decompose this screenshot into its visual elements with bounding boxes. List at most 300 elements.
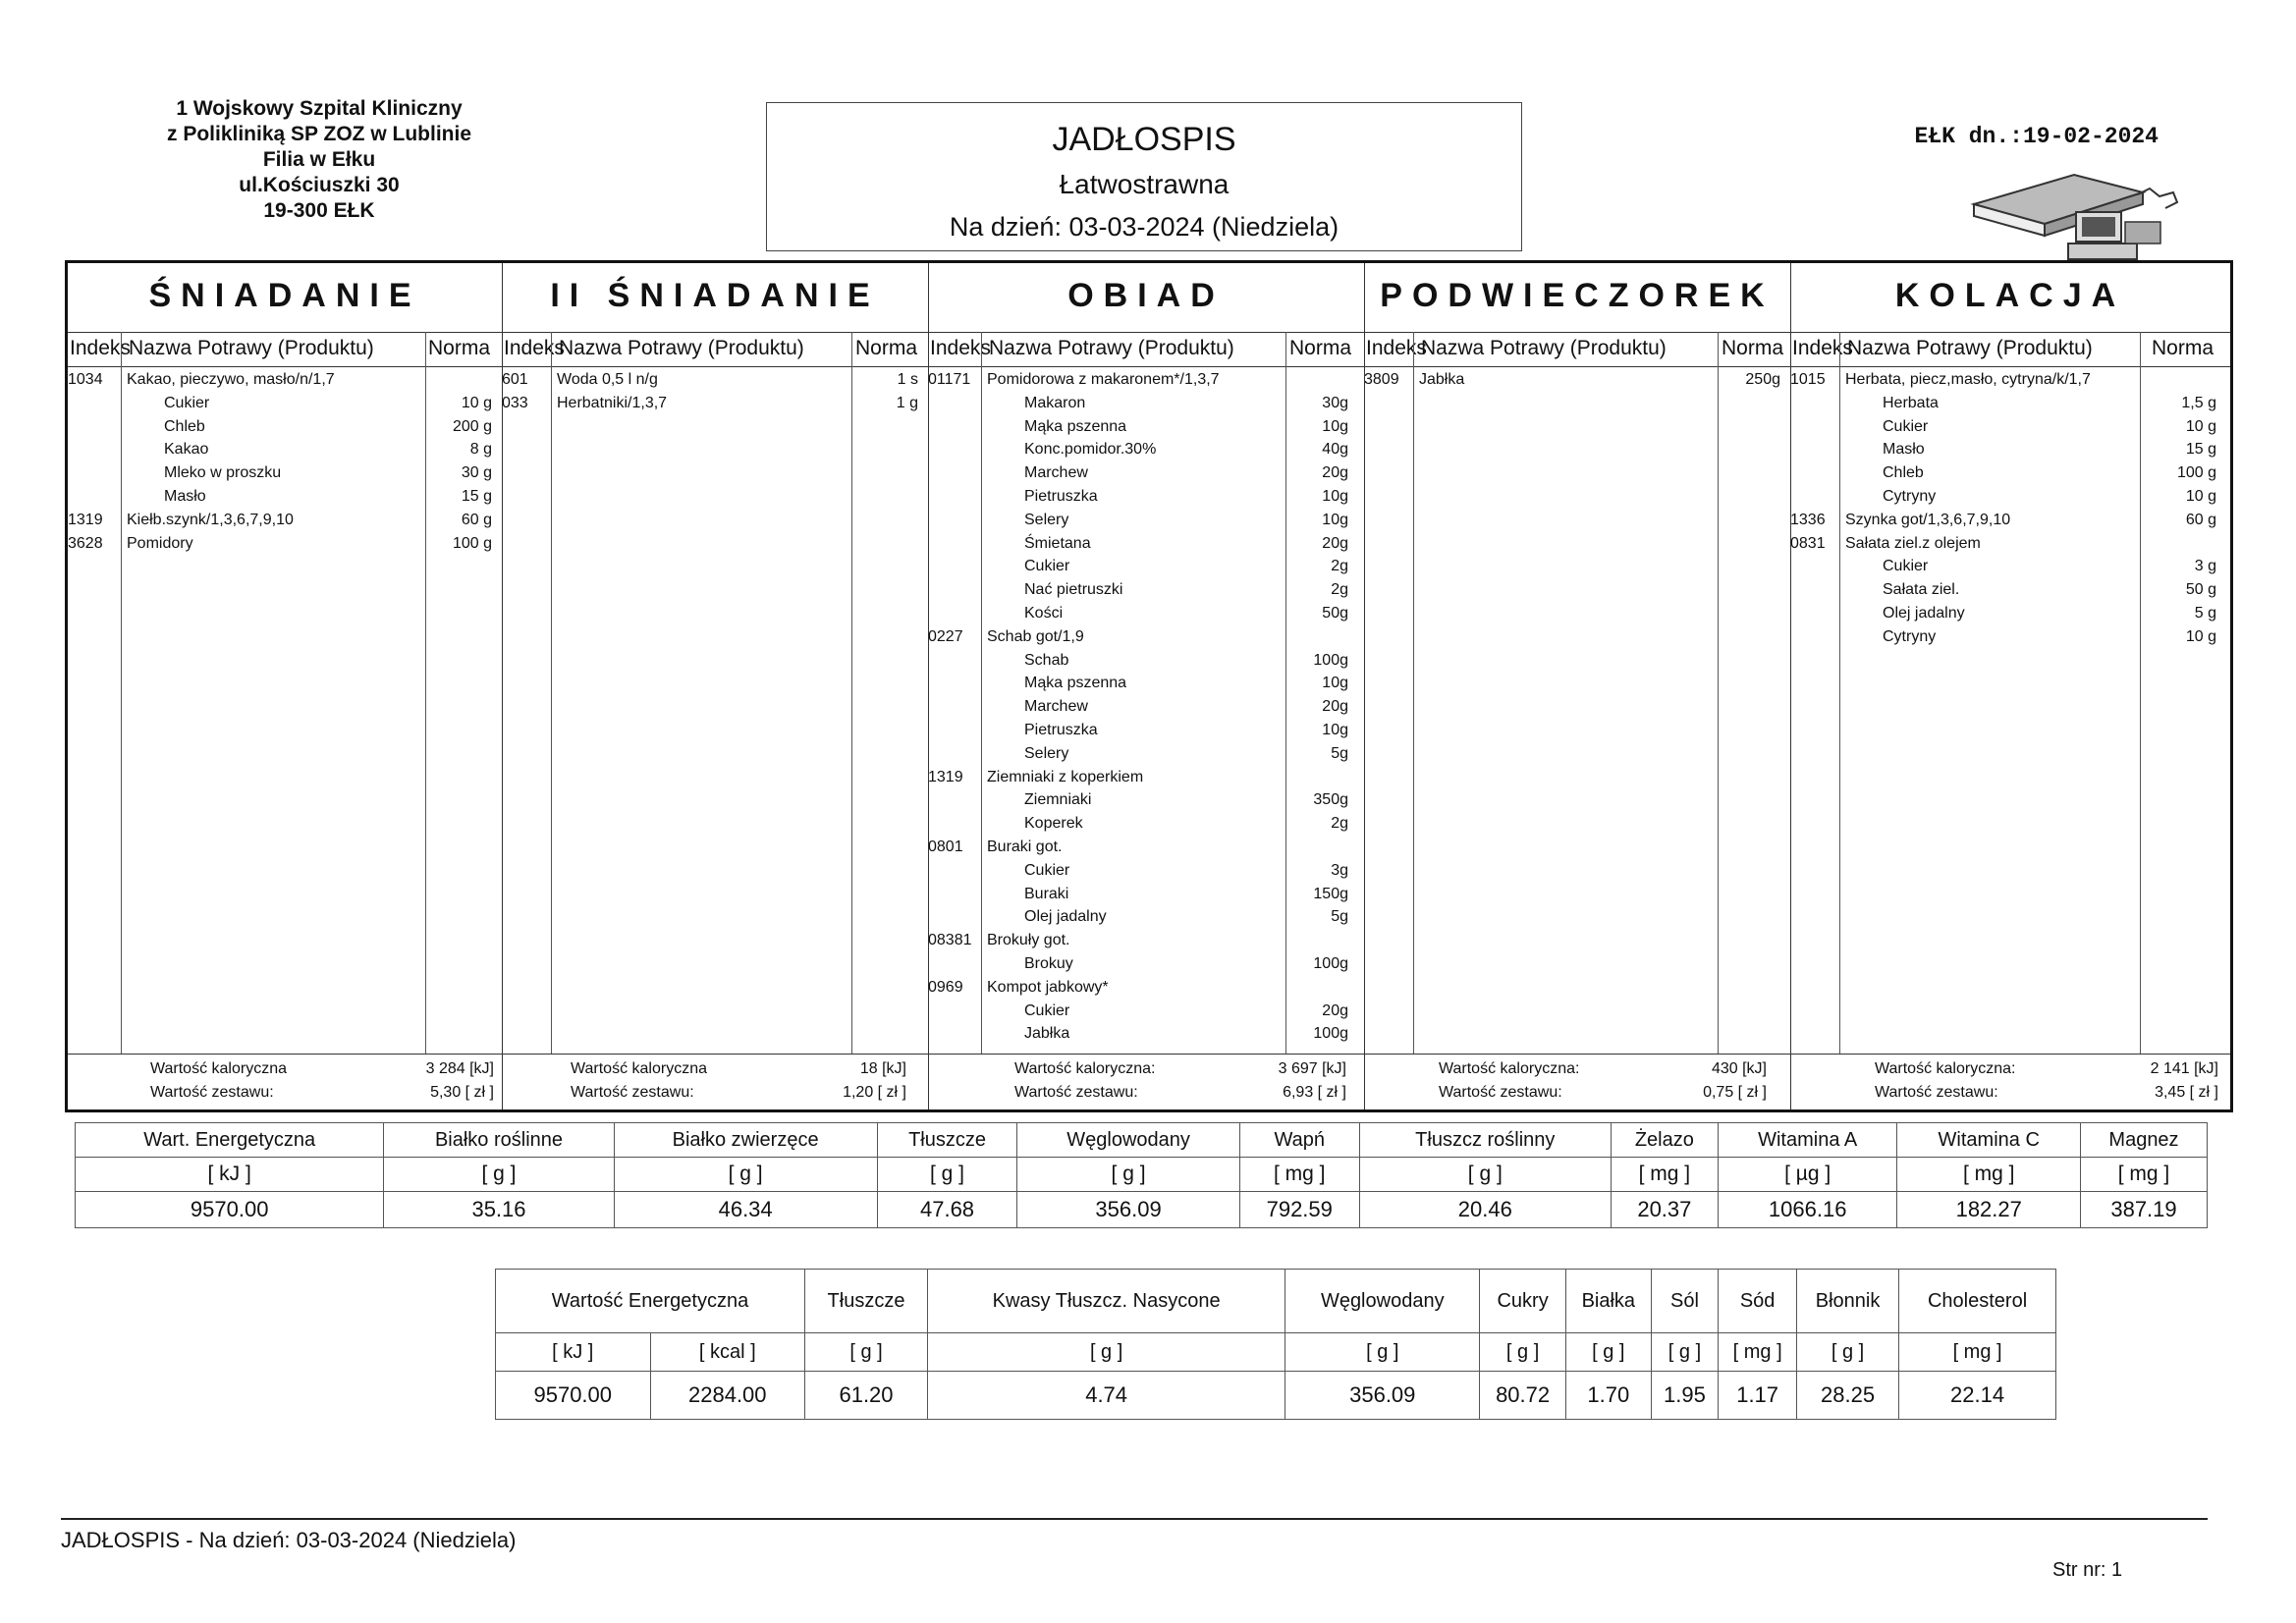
item-norm: 10 g [461,394,492,411]
kcal-label: Wartość kaloryczna: [1875,1060,2016,1077]
nutrition-summary-table [75,1122,2208,1228]
ingredient-name: Masło [164,488,206,505]
kcal-label: Wartość kaloryczna [571,1060,707,1077]
item-norm: 20g [1322,698,1348,716]
item-norm: 5 g [2194,605,2216,622]
ingredient-name: Cukier [1024,1001,1070,1019]
nutrient-name: Wartość Energetyczna [496,1270,805,1333]
item-norm: 3 g [2194,558,2216,575]
col-norm: Norma [855,337,918,359]
menu-item-row [68,395,502,418]
ingredient-name: Cytryny [1883,627,1937,645]
dish-name: Jabłka [1419,371,1465,388]
col-name: Nazwa Potrawy (Produktu) [1847,337,2093,359]
dish-name: Herbata, piecz,masło, cytryna/k/1,7 [1845,371,2091,388]
menu-item-row [928,558,1364,581]
kcal-value: 3 697 [kJ] [1278,1060,1346,1077]
item-norm: 10 g [2185,417,2216,435]
ingredient-name: Mąka pszenna [1024,675,1127,692]
nutrient-name: Witamina C [1897,1123,2081,1158]
nutrient-name: Węglowodany [1285,1270,1480,1333]
item-norm: 10 g [2185,488,2216,505]
menu-item-row [928,815,1364,839]
item-index: 1015 [1790,371,1826,388]
menu-item-row [928,932,1364,955]
item-index: 0831 [1790,534,1826,552]
item-norm: 2g [1331,558,1348,575]
item-norm: 1,5 g [2181,394,2216,411]
page-number: Str nr: 1 [2052,1559,2123,1581]
meal-grid [65,260,2233,1112]
menu-item-row [1790,581,2230,605]
item-norm: 250g [1745,371,1780,388]
book-computer-icon [1966,165,2184,268]
item-norm: 350g [1313,791,1348,809]
ingredient-name: Cukier [1024,558,1070,575]
item-norm: 60 g [461,511,492,528]
item-norm: 10g [1322,675,1348,692]
nutrient-unit: [ g ] [1017,1158,1239,1192]
nutrient-value: 1.70 [1565,1372,1651,1420]
nutrient-name: Białko zwierzęce [614,1123,877,1158]
col-index: Indeks [504,337,565,359]
nutrient-name: Białko roślinne [384,1123,614,1158]
col-name: Nazwa Potrawy (Produktu) [1421,337,1667,359]
nutrient-value: 4.74 [927,1372,1285,1420]
item-index: 08381 [928,932,972,949]
ingredient-name: Kakao [164,441,209,459]
menu-item-row [502,395,928,418]
item-norm: 10g [1322,417,1348,435]
menu-item-row [1790,464,2230,488]
menu-item-row [928,488,1364,512]
price-value: 6,93 [ zł ] [1283,1084,1346,1101]
meal-summary [1790,1054,2230,1109]
ingredient-name: Cukier [1883,558,1929,575]
nutrient-unit: [ mg ] [1239,1158,1359,1192]
col-index: Indeks [1792,337,1853,359]
menu-item-row [928,581,1364,605]
nutrition-unit-row [496,1333,2056,1372]
ingredient-name: Pietruszka [1024,722,1098,738]
nutrient-name: Tłuszcze [805,1270,928,1333]
ingredient-name: Cukier [1024,861,1070,879]
item-norm: 200 g [452,417,492,435]
nutrition-unit-row [76,1158,2208,1192]
menu-item-row [1790,395,2230,418]
nutrient-value: 1.95 [1651,1372,1719,1420]
dish-name: Ziemniaki z koperkiem [987,768,1144,785]
hospital-line: z Polikliniką SP ZOZ w Lublinie [167,123,471,145]
nutrient-unit: [ mg ] [1611,1158,1718,1192]
price-value: 5,30 [ zł ] [430,1084,494,1101]
menu-item-row [928,979,1364,1002]
ingredient-name: Pietruszka [1024,488,1098,505]
col-index: Indeks [1366,337,1427,359]
dish-name: Buraki got. [987,839,1063,855]
item-norm: 30 g [461,464,492,482]
menu-item-row [928,791,1364,815]
col-name: Nazwa Potrawy (Produktu) [559,337,804,359]
item-index: 3628 [68,534,103,552]
menu-item-row [928,862,1364,886]
nutrient-name: Kwasy Tłuszcz. Nasycone [927,1270,1285,1333]
dish-name: Brokuły got. [987,932,1070,949]
nutrient-name: Żelazo [1611,1123,1718,1158]
menu-item-row [928,535,1364,559]
ingredient-name: Kości [1024,605,1064,622]
nutrient-unit: [ kcal ] [650,1333,805,1372]
col-norm: Norma [428,337,491,359]
nutrient-value: 9570.00 [496,1372,651,1420]
menu-item-row [928,675,1364,698]
ingredient-name: Chleb [1883,464,1924,482]
menu-date: Na dzień: 03-03-2024 (Niedziela) [949,212,1339,242]
menu-item-row [928,371,1364,395]
nutrient-unit: [ kJ ] [76,1158,384,1192]
nutrient-name: Błonnik [1797,1270,1899,1333]
nutrient-name: Tłuszcze [877,1123,1017,1158]
ingredient-name: Cukier [1883,417,1929,435]
nutrient-value: 46.34 [614,1192,877,1228]
ingredient-name: Koperek [1024,815,1083,833]
title-box [766,102,1522,251]
ingredient-name: Ziemniaki [1024,791,1092,809]
menu-item-row [928,698,1364,722]
issue-date: EŁK dn.:19-02-2024 [1914,124,2159,149]
item-norm: 10g [1322,511,1348,528]
menu-item-row [928,1025,1364,1049]
price-label: Wartość zestawu: [1439,1084,1562,1101]
nutrient-value: 35.16 [384,1192,614,1228]
nutrient-value: 356.09 [1017,1192,1239,1228]
ingredient-name: Chleb [164,417,205,435]
nutrient-unit: [ g ] [1359,1158,1611,1192]
menu-item-row [68,488,502,512]
menu-item-row [928,745,1364,769]
ingredient-name: Olej jadalny [1024,908,1107,926]
menu-item-row [928,512,1364,535]
diet-name: Łatwostrawna [1059,169,1230,199]
price-label: Wartość zestawu: [150,1084,274,1101]
meal-summary [1364,1054,1790,1109]
ingredient-name: Buraki [1024,885,1069,902]
menu-item-row [1790,418,2230,442]
item-norm: 150g [1313,885,1348,902]
item-index: 1034 [68,371,103,388]
ingredient-name: Selery [1024,511,1069,528]
item-norm: 50g [1322,605,1348,622]
price-label: Wartość zestawu: [571,1084,694,1101]
item-norm: 30g [1322,394,1348,411]
menu-item-row [928,605,1364,628]
menu-item-row [928,441,1364,464]
col-norm: Norma [1289,337,1352,359]
menu-item-row [928,395,1364,418]
price-value: 0,75 [ zł ] [1703,1084,1767,1101]
menu-item-row [1790,371,2230,395]
nutrient-unit: [ g ] [614,1158,877,1192]
meal-title: KOLACJA [1894,277,2126,314]
meal-kolacja [1790,263,2230,1109]
kcal-value: 2 141 [kJ] [2150,1060,2218,1077]
dish-name: Herbatniki/1,3,7 [557,394,668,411]
ingredient-name: Sałata ziel. [1883,581,1960,599]
nutrient-unit: [ g ] [927,1333,1285,1372]
ingredient-name: Nać pietruszki [1024,581,1123,599]
nutrient-value: 356.09 [1285,1372,1480,1420]
item-norm: 3g [1331,861,1348,879]
kcal-label: Wartość kaloryczna [150,1060,287,1077]
menu-item-row [1790,605,2230,628]
item-norm: 10g [1322,488,1348,505]
nutrient-value: 61.20 [805,1372,928,1420]
nutrient-value: 1066.16 [1718,1192,1897,1228]
nutrient-unit: [ g ] [1565,1333,1651,1372]
item-norm: 50 g [2185,581,2216,599]
ingredient-name: Cytryny [1883,488,1937,505]
nutrient-name: Węglowodany [1017,1123,1239,1158]
item-index: 601 [502,371,528,388]
item-norm: 20g [1322,534,1348,552]
item-norm: 60 g [2185,511,2216,528]
hospital-line: 1 Wojskowy Szpital Kliniczny [176,97,463,120]
menu-item-row [68,371,502,395]
item-norm: 100g [1313,1025,1348,1043]
menu-item-row [68,464,502,488]
nutrition-header-row [496,1270,2056,1333]
menu-item-row [1790,441,2230,464]
column-headers [68,332,502,367]
nutrient-value: 80.72 [1480,1372,1566,1420]
kcal-label: Wartość kaloryczna: [1014,1060,1156,1077]
item-norm: 5g [1331,744,1348,762]
nutrient-unit: [ g ] [1480,1333,1566,1372]
nutrient-value: 47.68 [877,1192,1017,1228]
nutrition-header-row [76,1123,2208,1158]
meal-podwieczorek [1364,263,1791,1109]
col-norm: Norma [1722,337,1784,359]
item-index: 1319 [928,768,963,785]
dish-name: Sałata ziel.z olejem [1845,534,1981,552]
item-norm: 2g [1331,815,1348,833]
item-norm: 15 g [2185,441,2216,459]
menu-item-row [928,464,1364,488]
item-index: 1336 [1790,511,1826,528]
menu-item-row [928,886,1364,909]
item-index: 3809 [1364,371,1399,388]
kcal-label: Wartość kaloryczna: [1439,1060,1580,1077]
nutrient-unit: [ mg ] [2080,1158,2207,1192]
nutrient-name: Tłuszcz roślinny [1359,1123,1611,1158]
item-norm: 8 g [469,441,492,459]
document-title: JADŁOSPIS [1052,121,1236,158]
item-norm: 5g [1331,908,1348,926]
hospital-address [59,96,579,224]
nutrient-name: Cukry [1480,1270,1566,1333]
ingredient-name: Olej jadalny [1883,605,1965,622]
ingredient-name: Schab [1024,651,1069,669]
meal-title: II ŚNIADANIE [550,277,880,314]
nutrient-unit: [ g ] [1651,1333,1719,1372]
menu-item-row [68,535,502,559]
nutrition-value-row [496,1372,2056,1420]
nutrient-unit: [ g ] [1285,1333,1480,1372]
nutrient-unit: [ g ] [1797,1333,1899,1372]
item-norm: 40g [1322,441,1348,459]
dish-name: Woda 0,5 l n/g [557,371,658,388]
meal-title: OBIAD [1067,277,1225,314]
item-norm: 10 g [2185,627,2216,645]
menu-item-row [1790,535,2230,559]
item-norm: 100g [1313,651,1348,669]
meal-sniadanie [68,263,503,1109]
menu-item-row [1790,628,2230,652]
menu-item-row [928,722,1364,745]
item-index: 0227 [928,627,963,645]
column-headers [1364,332,1790,367]
nutrient-name: Wart. Energetyczna [76,1123,384,1158]
menu-item-row [928,769,1364,792]
nutrition-value-row [76,1192,2208,1228]
nutrient-name: Cholesterol [1899,1270,2056,1333]
nutrient-name: Witamina A [1718,1123,1897,1158]
item-norm: 15 g [461,488,492,505]
ingredient-name: Herbata [1883,394,1939,411]
dish-name: Pomidory [127,534,193,552]
item-norm: 100g [1313,955,1348,972]
kcal-value: 430 [kJ] [1711,1060,1767,1077]
ingredient-name: Konc.pomidor.30% [1024,441,1157,459]
item-norm: 1 g [896,394,918,411]
ingredient-name: Cukier [164,394,210,411]
ingredient-name: Mąka pszenna [1024,417,1127,435]
price-value: 1,20 [ zł ] [843,1084,906,1101]
nutrient-unit: [ µg ] [1718,1158,1897,1192]
col-name: Nazwa Potrawy (Produktu) [989,337,1234,359]
menu-item-row [1790,558,2230,581]
hospital-line: Filia w Ełku [262,148,376,171]
price-label: Wartość zestawu: [1014,1084,1138,1101]
meal-summary [928,1054,1364,1109]
meal-summary [68,1054,502,1109]
nutrient-unit: [ mg ] [1897,1158,2081,1192]
col-norm: Norma [2152,337,2214,359]
item-index: 01171 [928,371,971,388]
menu-item-row [928,839,1364,862]
item-index: 0801 [928,839,963,855]
ingredient-name: Jabłka [1024,1025,1070,1043]
footer-divider [61,1518,2208,1520]
nutrient-unit: [ g ] [805,1333,928,1372]
nutrient-name: Magnez [2080,1123,2207,1158]
menu-item-row [1790,488,2230,512]
col-name: Nazwa Potrawy (Produktu) [129,337,374,359]
nutrient-value: 9570.00 [76,1192,384,1228]
menu-item-row [1790,512,2230,535]
nutrient-value: 1.17 [1719,1372,1797,1420]
nutrient-value: 182.27 [1897,1192,2081,1228]
price-label: Wartość zestawu: [1875,1084,1998,1101]
ingredient-name: Selery [1024,744,1069,762]
item-norm: 20g [1322,464,1348,482]
nutrient-name: Białka [1565,1270,1651,1333]
nutrient-name: Sód [1719,1270,1797,1333]
hospital-line: ul.Kościuszki 30 [239,174,400,196]
meal-obiad [928,263,1365,1109]
nutrient-value: 20.46 [1359,1192,1611,1228]
menu-item-row [68,418,502,442]
item-norm: 100 g [2176,464,2216,482]
kcal-value: 18 [kJ] [859,1060,906,1077]
nutrient-unit: [ kJ ] [496,1333,651,1372]
col-index: Indeks [930,337,991,359]
dish-name: Schab got/1,9 [987,627,1084,645]
col-index: Indeks [70,337,131,359]
menu-item-row [928,1002,1364,1026]
menu-item-row [928,418,1364,442]
dish-name: Kakao, pieczywo, masło/n/1,7 [127,371,335,388]
nutrient-value: 22.14 [1899,1372,2056,1420]
nutrient-unit: [ mg ] [1899,1333,2056,1372]
ingredient-name: Mleko w proszku [164,464,282,482]
nutrient-value: 387.19 [2080,1192,2207,1228]
meal-title: ŚNIADANIE [148,277,421,314]
hospital-line: 19-300 EŁK [263,199,375,222]
column-headers [1790,332,2230,367]
ingredient-name: Makaron [1024,394,1086,411]
item-norm: 100 g [452,534,492,552]
menu-item-row [928,908,1364,932]
dish-name: Szynka got/1,3,6,7,9,10 [1845,511,2011,528]
nutrition-label-table [495,1269,2056,1420]
footer-text: JADŁOSPIS - Na dzień: 03-03-2024 (Niedziela) [61,1528,517,1552]
column-headers [928,332,1364,367]
item-index: 1319 [68,511,103,528]
meal-summary [502,1054,928,1109]
nutrient-value: 28.25 [1797,1372,1899,1420]
nutrient-name: Wapń [1239,1123,1359,1158]
kcal-value: 3 284 [kJ] [425,1060,494,1077]
menu-item-row [68,512,502,535]
menu-item-row [1364,371,1790,395]
dish-name: Pomidorowa z makaronem*/1,3,7 [987,371,1220,388]
meal-title: PODWIECZOREK [1380,277,1775,314]
item-index: 0969 [928,978,963,996]
item-norm: 2g [1331,581,1348,599]
nutrient-unit: [ g ] [384,1158,614,1192]
menu-item-row [502,371,928,395]
ingredient-name: Brokuy [1024,955,1073,972]
menu-item-row [928,628,1364,652]
nutrient-value: 792.59 [1239,1192,1359,1228]
nutrient-value: 2284.00 [650,1372,805,1420]
ingredient-name: Masło [1883,441,1925,459]
item-norm: 10g [1322,722,1348,738]
nutrient-unit: [ g ] [877,1158,1017,1192]
nutrient-unit: [ mg ] [1719,1333,1797,1372]
ingredient-name: Marchew [1024,698,1088,716]
nutrient-name: Sól [1651,1270,1719,1333]
dish-name: Kiełb.szynk/1,3,6,7,9,10 [127,511,294,528]
price-value: 3,45 [ zł ] [2155,1084,2218,1101]
item-norm: 20g [1322,1001,1348,1019]
item-index: 033 [502,394,528,411]
meal-ii-sniadanie [502,263,929,1109]
menu-item-row [68,441,502,464]
nutrient-value: 20.37 [1611,1192,1718,1228]
ingredient-name: Marchew [1024,464,1088,482]
